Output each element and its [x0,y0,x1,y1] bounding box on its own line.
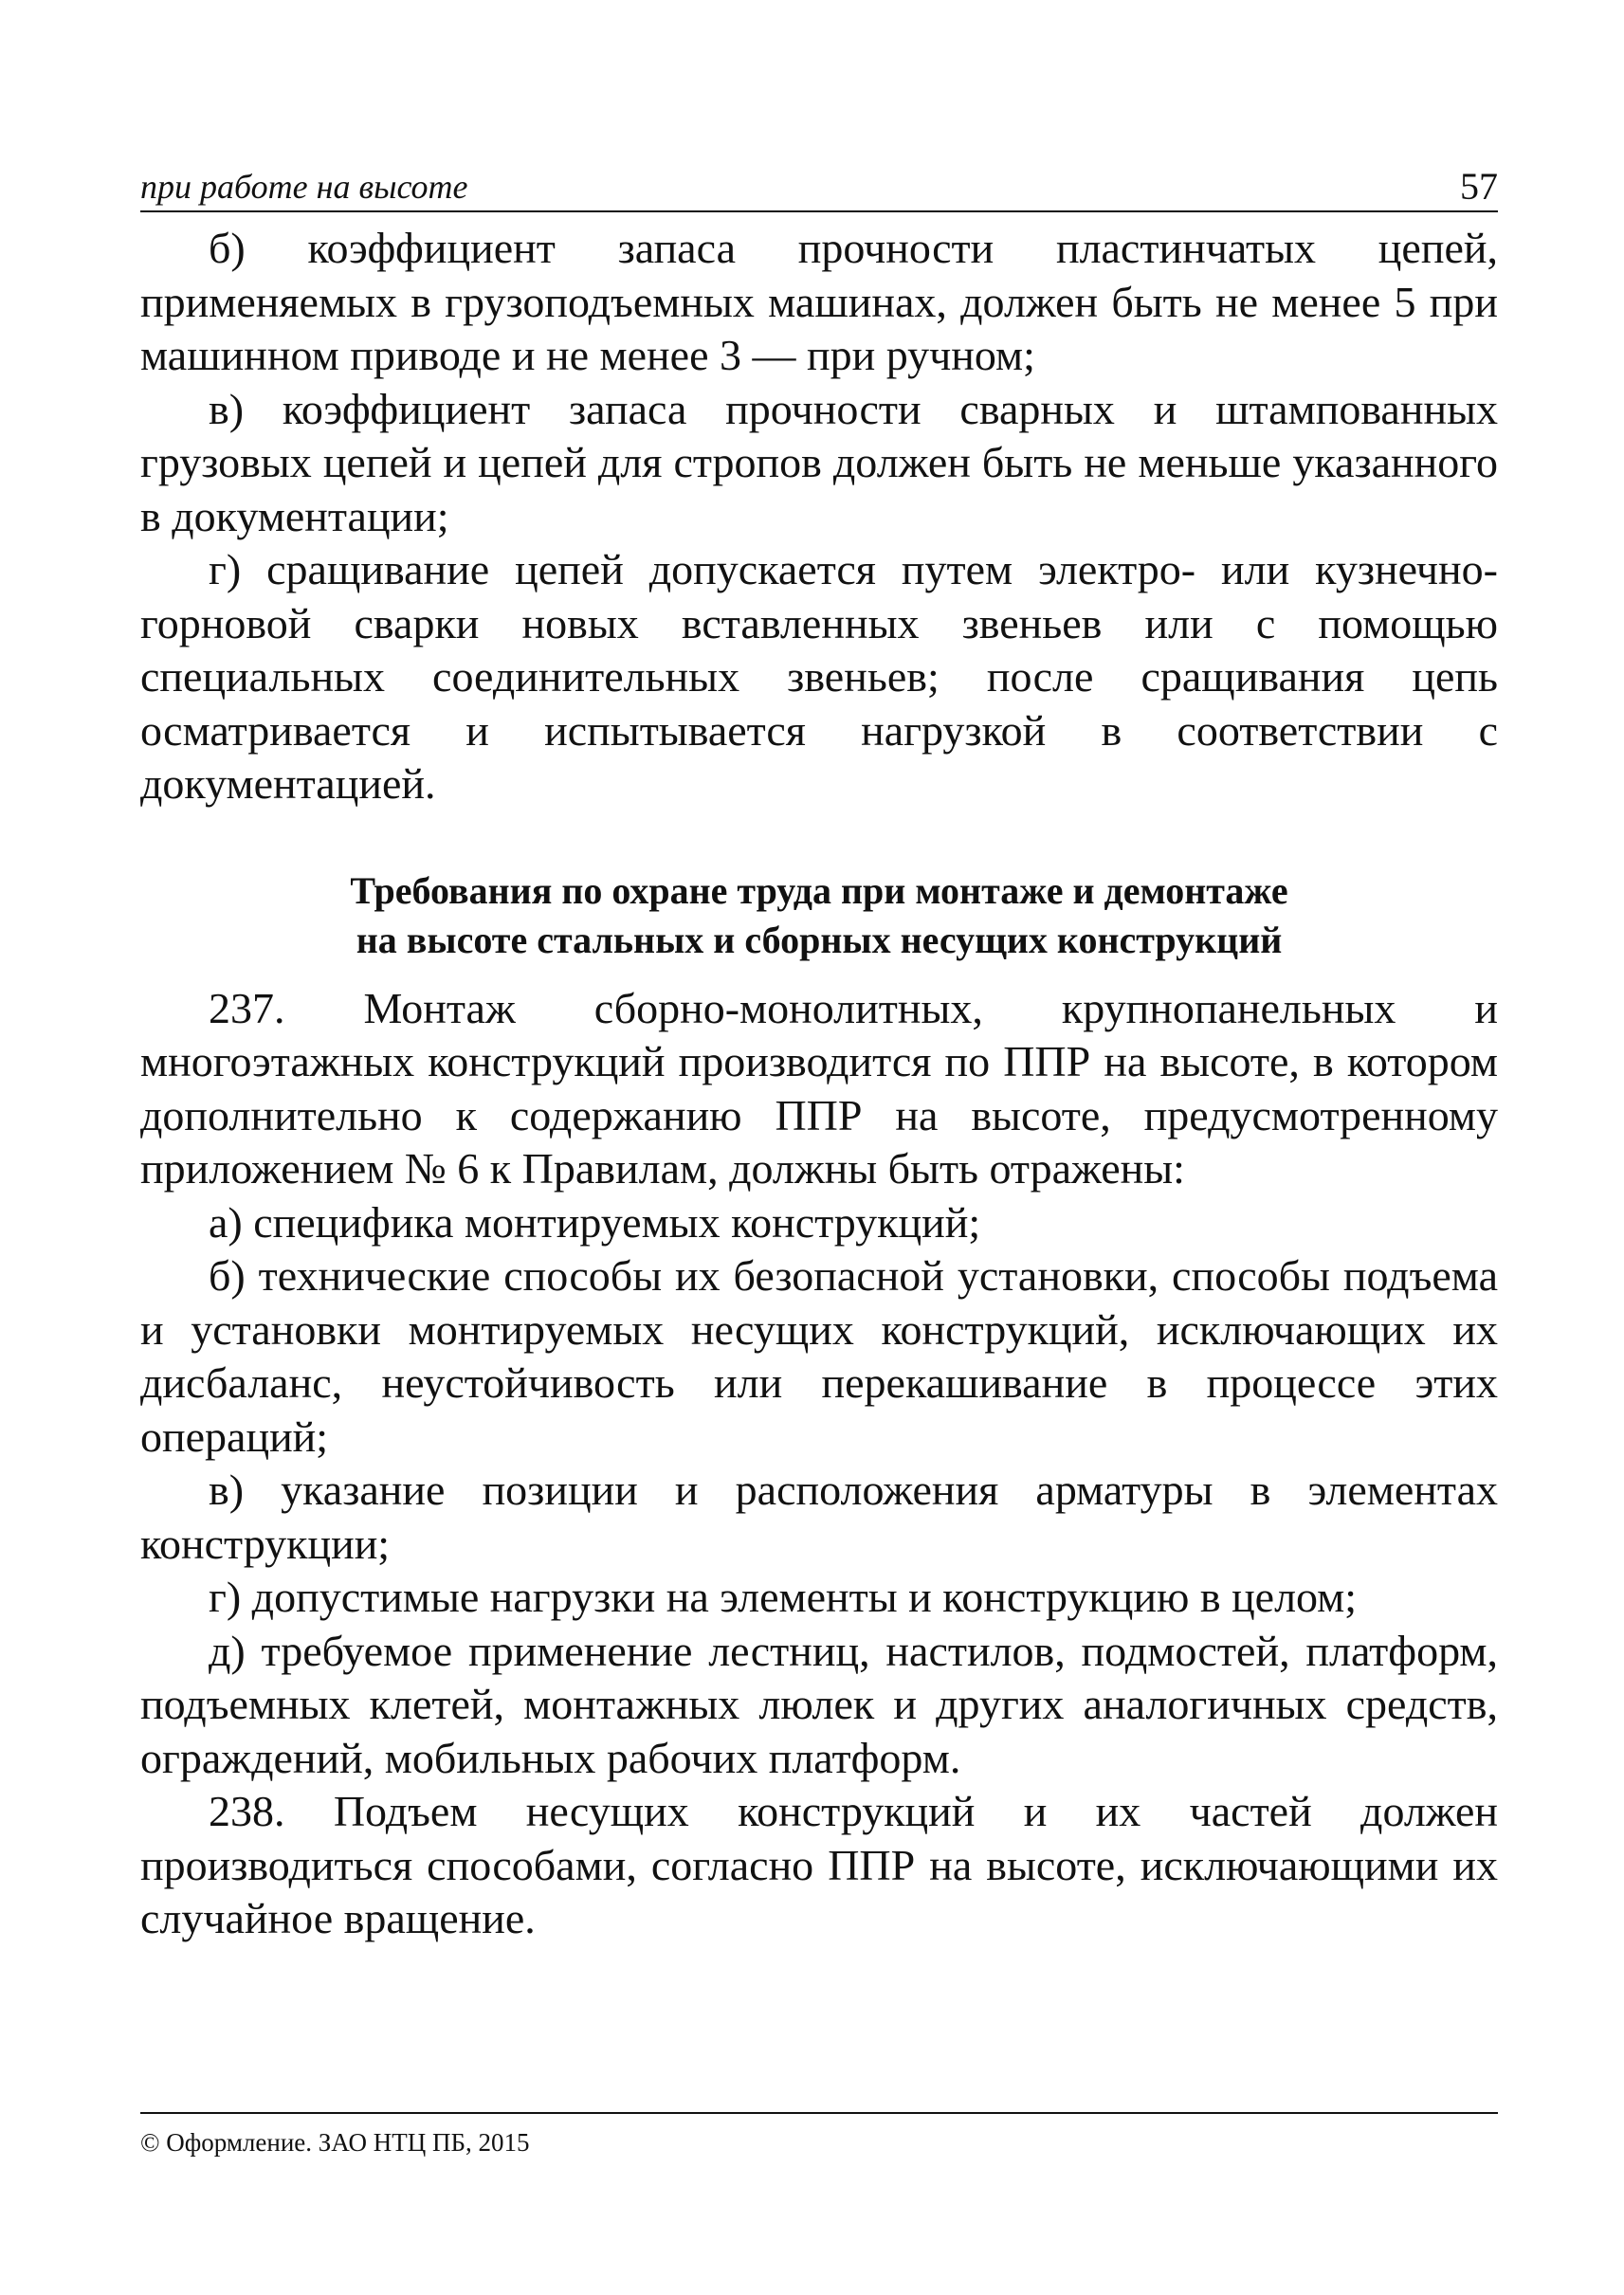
header-title: при работе на высоте [140,168,468,206]
paragraph-237-v: в) указание позиции и расположения арматуры в элементах конструкции; [140,1466,1498,1568]
page-number: 57 [1460,165,1498,208]
paragraph-237-d: д) требуемое применение лестниц, настилов, подмостей, платформ, подъемных клетей, монтажных люлек и других аналогичных средств, ограждений, мобильных рабочих платформ. [140,1626,1498,1782]
page-footer [140,2112,1498,2159]
section-heading-line-1: Требования по охране труда при монтаже и демонтаже [350,868,1288,912]
paragraph-237: 237. Монтаж сборно-монолитных, крупнопанельных и многоэтажных конструкций производится по ППР на высоте, в котором дополнительно к содержанию ППР на высоте, предусмотренному приложением № 6 к Правилам, должны быть отражены: [140,983,1498,1193]
copyright-notice: © Оформление. ЗАО НТЦ ПБ, 2015 [140,2128,530,2157]
paragraph-g-chains: г) сращивание цепей допускается путем электро- или кузнечно-горновой сварки новых вставленных звеньев или с помощью специальных соединительных звеньев; после сращивания цепь осматривается и испытывается нагрузкой в соответствии с документацией. [140,545,1498,808]
paragraph-237-g: г) допустимые нагрузки на элементы и конструкцию в целом; [209,1573,1358,1621]
section-heading-line-2: на высоте стальных и сборных несущих конструкций [356,918,1283,961]
paragraph-237-b: б) технические способы их безопасной установки, способы подъема и установки монтируемых несущих конструкций, исключающих их дисбаланс, неустойчивость или перекашивание в процессе этих операций; [140,1251,1498,1461]
paragraph-238: 238. Подъем несущих конструкций и их частей должен производиться способами, согласно ППР на высоте, исключающими их случайное вращение. [140,1787,1498,1942]
section-heading [140,866,1498,965]
running-header [140,163,1498,212]
body-text [140,222,1498,1946]
paragraph-b-chains: б) коэффициент запаса прочности пластинчатых цепей, применяемых в грузоподъемных машинах, должен быть не менее 5 при машинном приводе и не менее 3 — при ручном; [140,224,1498,379]
paragraph-237-a: а) специфика монтируемых конструкций; [209,1197,981,1247]
paragraph-v-chains: в) коэффициент запаса прочности сварных и штампованных грузовых цепей и цепей для стропов должен быть не меньше указанного в документации; [140,384,1498,540]
document-page [140,163,1498,2135]
